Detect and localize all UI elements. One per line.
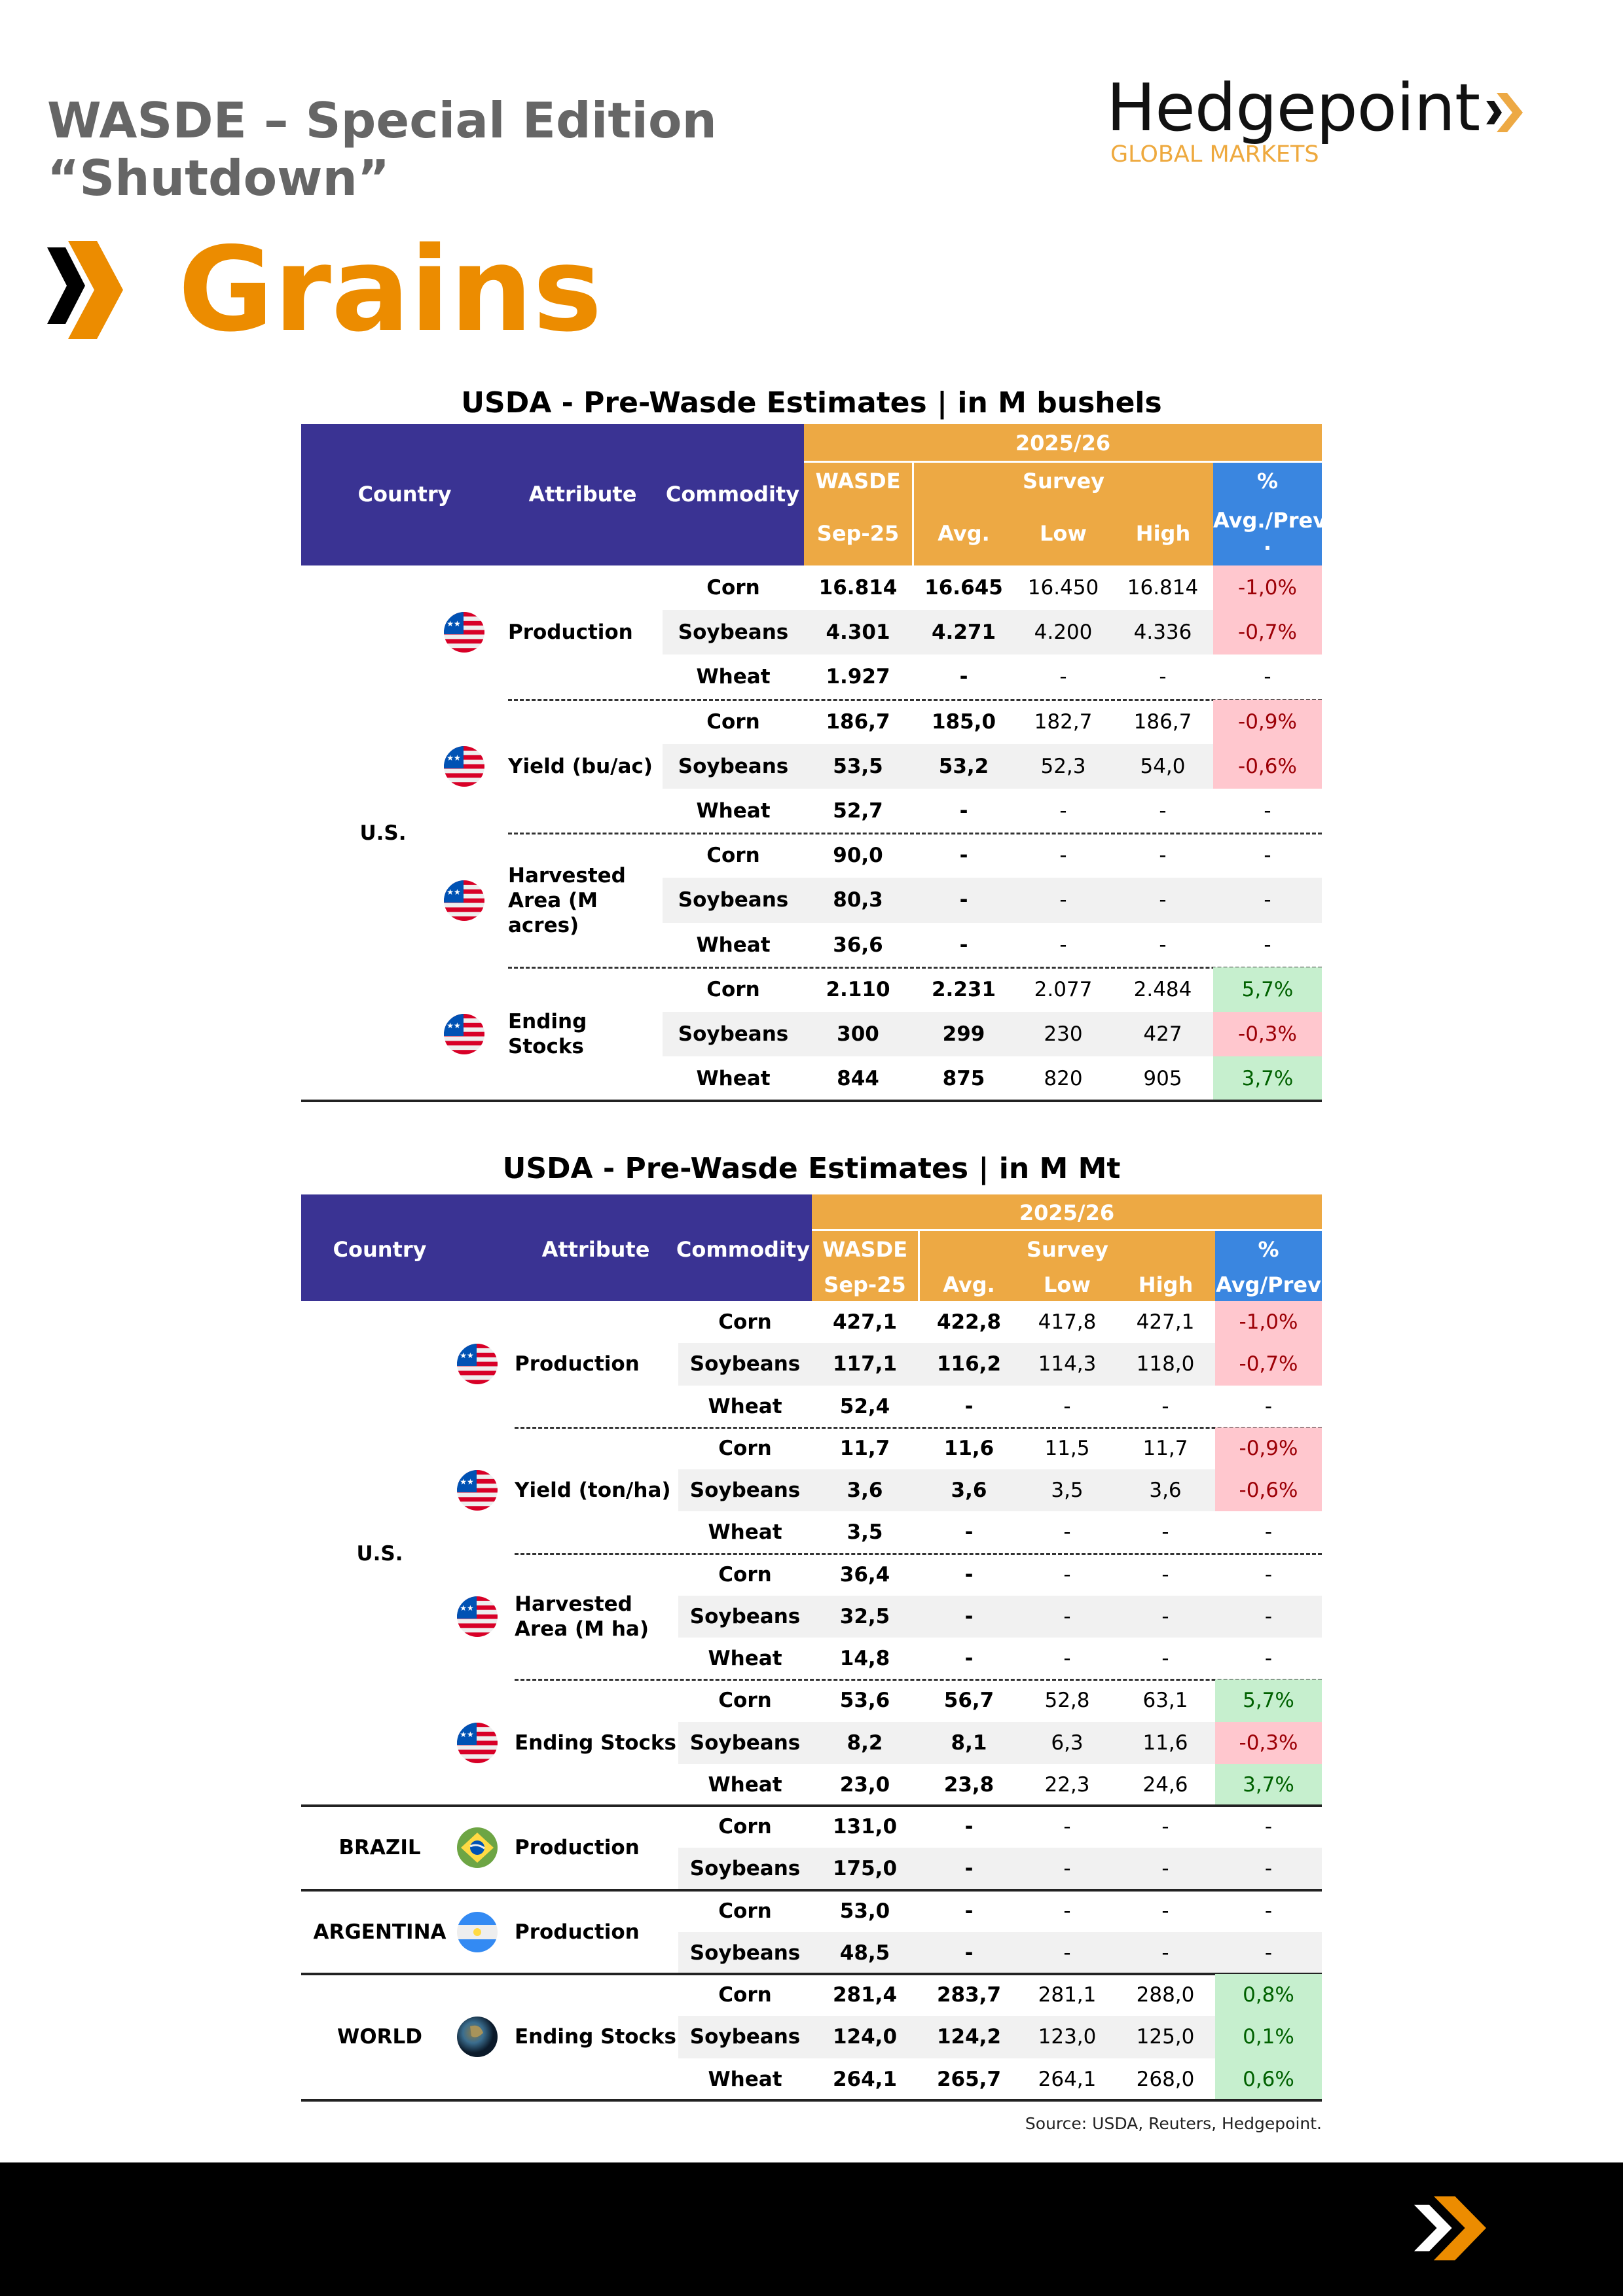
commodity-cell: Corn bbox=[718, 1983, 772, 2007]
low-cell: 22,3 bbox=[1044, 1772, 1090, 1797]
low-cell: 230 bbox=[1044, 1022, 1083, 1047]
attribute-label: Harvested Area (M ha) bbox=[515, 1592, 649, 1641]
us-flag-icon bbox=[457, 1723, 498, 1763]
avg-cell: 283,7 bbox=[936, 1983, 1002, 2007]
high-cell: - bbox=[1161, 1941, 1169, 1965]
high-cell: - bbox=[1159, 888, 1167, 912]
commodity-cell: Soybeans bbox=[689, 2025, 801, 2049]
low-cell: 820 bbox=[1044, 1067, 1083, 1091]
low-cell: 52,8 bbox=[1044, 1689, 1090, 1713]
wasde-cell: 32,5 bbox=[839, 1604, 890, 1628]
us-flag-icon bbox=[457, 1470, 498, 1511]
svg-text:★★: ★★ bbox=[460, 1603, 474, 1613]
table2-title: USDA - Pre-Wasde Estimates | in M Mt bbox=[502, 1152, 1121, 1185]
wasde-cell: 90,0 bbox=[833, 844, 883, 868]
attribute-label: Production bbox=[508, 620, 633, 645]
high-cell: 16.814 bbox=[1127, 576, 1199, 600]
high-cell: - bbox=[1161, 1562, 1169, 1587]
svg-text:★★: ★★ bbox=[460, 1729, 474, 1739]
attribute-label: Production bbox=[515, 1920, 640, 1944]
us-flag-icon bbox=[444, 880, 484, 921]
wasde-cell: 4.301 bbox=[826, 620, 890, 645]
table-row bbox=[301, 655, 1322, 699]
avg-cell: - bbox=[959, 844, 968, 868]
low-cell: - bbox=[1059, 844, 1067, 868]
double-chevron-icon bbox=[47, 241, 157, 339]
table-row bbox=[301, 2058, 1322, 2100]
pct-cell: - bbox=[1264, 1857, 1273, 1881]
high-cell: - bbox=[1161, 1647, 1169, 1671]
t1-h-high: High bbox=[1135, 521, 1191, 546]
pct-cell: 0,1% bbox=[1215, 2016, 1322, 2058]
section-divider bbox=[301, 1100, 1322, 1102]
low-cell: 281,1 bbox=[1038, 1983, 1097, 2007]
low-cell: 2.077 bbox=[1034, 977, 1093, 1001]
attribute-label: Yield (bu/ac) bbox=[508, 754, 653, 778]
low-cell: - bbox=[1063, 1562, 1071, 1587]
wasde-cell: 124,0 bbox=[832, 2025, 898, 2049]
wasde-cell: 1.927 bbox=[826, 665, 890, 689]
high-cell: 427 bbox=[1143, 1022, 1182, 1047]
country-label: WORLD bbox=[337, 2025, 422, 2049]
country-label: U.S. bbox=[356, 1541, 403, 1566]
table-row bbox=[301, 967, 1322, 1012]
wasde-cell: 281,4 bbox=[832, 1983, 898, 2007]
commodity-cell: Corn bbox=[706, 844, 760, 868]
avg-cell: 4.271 bbox=[931, 620, 996, 645]
low-cell: 11,5 bbox=[1044, 1436, 1090, 1460]
high-cell: - bbox=[1161, 1520, 1169, 1545]
pct-cell: -1,0% bbox=[1213, 565, 1322, 610]
table-row bbox=[301, 1386, 1322, 1427]
commodity-cell: Corn bbox=[706, 977, 760, 1001]
commodity-cell: Corn bbox=[706, 709, 760, 734]
pct-cell: - bbox=[1264, 844, 1271, 868]
low-cell: - bbox=[1059, 665, 1067, 689]
t1-h-country: Country bbox=[357, 482, 452, 507]
high-cell: - bbox=[1161, 1815, 1169, 1839]
wasde-cell: 36,4 bbox=[839, 1562, 890, 1587]
br-flag-icon bbox=[457, 1827, 498, 1868]
wasde-cell: 16.814 bbox=[818, 576, 898, 600]
wasde-cell: 14,8 bbox=[839, 1647, 890, 1671]
high-cell: - bbox=[1161, 1857, 1169, 1881]
low-cell: 3,5 bbox=[1051, 1479, 1084, 1503]
avg-cell: - bbox=[959, 665, 968, 689]
commodity-cell: Wheat bbox=[708, 1647, 782, 1671]
high-cell: - bbox=[1161, 1604, 1169, 1628]
svg-text:★★: ★★ bbox=[460, 1351, 474, 1361]
avg-cell: 8,1 bbox=[951, 1731, 987, 1755]
wasde-cell: 53,5 bbox=[833, 754, 883, 778]
attribute-label: Harvested Area (M acres) bbox=[508, 863, 626, 937]
table-row bbox=[301, 1722, 1322, 1764]
high-cell: - bbox=[1159, 665, 1167, 689]
t2-h-avg: Avg. bbox=[943, 1272, 995, 1297]
table-row bbox=[301, 923, 1322, 967]
wasde-cell: 48,5 bbox=[839, 1941, 890, 1965]
high-cell: - bbox=[1159, 799, 1167, 823]
low-cell: - bbox=[1063, 1899, 1071, 1923]
low-cell: - bbox=[1063, 1604, 1071, 1628]
wasde-cell: 300 bbox=[837, 1022, 879, 1047]
pct-cell: -0,7% bbox=[1215, 1343, 1322, 1385]
pct-cell: -0,6% bbox=[1213, 744, 1322, 789]
t2-h-year: 2025/26 bbox=[1019, 1200, 1115, 1225]
pct-cell: -0,3% bbox=[1215, 1722, 1322, 1764]
high-cell: 11,6 bbox=[1142, 1731, 1188, 1755]
svg-text:★★: ★★ bbox=[447, 619, 461, 629]
world-flag-icon bbox=[457, 2017, 498, 2057]
wasde-cell: 186,7 bbox=[826, 709, 890, 734]
country-label: U.S. bbox=[359, 821, 407, 846]
wasde-cell: 844 bbox=[837, 1067, 879, 1091]
report-title-line2: “Shutdown” bbox=[47, 149, 390, 207]
avg-cell: 3,6 bbox=[951, 1479, 987, 1503]
table-row bbox=[301, 1974, 1322, 2016]
pct-cell: - bbox=[1264, 1562, 1273, 1587]
us-flag-icon bbox=[444, 1014, 484, 1054]
commodity-cell: Soybeans bbox=[689, 1352, 801, 1376]
country-label: ARGENTINA bbox=[313, 1920, 447, 1944]
t1-h-wasde: WASDE bbox=[815, 469, 901, 493]
pct-cell: - bbox=[1264, 1394, 1273, 1418]
pct-cell: -0,9% bbox=[1215, 1427, 1322, 1469]
avg-cell: 299 bbox=[942, 1022, 985, 1047]
attribute-label: Ending Stocks bbox=[515, 2025, 677, 2049]
pct-cell: -0,7% bbox=[1213, 610, 1322, 655]
commodity-cell: Wheat bbox=[696, 665, 771, 689]
attribute-label: Production bbox=[515, 1836, 640, 1860]
t1-h-commodity: Commodity bbox=[665, 482, 800, 507]
wasde-cell: 53,0 bbox=[839, 1899, 890, 1923]
wasde-cell: 80,3 bbox=[833, 888, 883, 912]
avg-cell: 23,8 bbox=[943, 1772, 994, 1797]
high-cell: 186,7 bbox=[1133, 709, 1192, 734]
commodity-cell: Soybeans bbox=[678, 888, 789, 912]
commodity-cell: Wheat bbox=[708, 1394, 782, 1418]
low-cell: 114,3 bbox=[1038, 1352, 1097, 1376]
wasde-cell: 36,6 bbox=[833, 933, 883, 957]
avg-cell: 265,7 bbox=[936, 2067, 1002, 2091]
high-cell: - bbox=[1159, 933, 1167, 957]
hedgepoint-logo bbox=[1106, 69, 1524, 168]
high-cell: 2.484 bbox=[1133, 977, 1192, 1001]
report-title-line1: WASDE – Special Edition bbox=[47, 92, 717, 149]
t2-h-high: High bbox=[1138, 1272, 1194, 1297]
report-title bbox=[47, 92, 717, 207]
commodity-cell: Corn bbox=[718, 1562, 772, 1587]
table1-title: USDA - Pre-Wasde Estimates | in M bushels bbox=[461, 386, 1162, 420]
table-row bbox=[301, 1764, 1322, 1806]
high-cell: 288,0 bbox=[1136, 1983, 1195, 2007]
low-cell: 264,1 bbox=[1038, 2067, 1097, 2091]
low-cell: - bbox=[1063, 1647, 1071, 1671]
wasde-cell: 2.110 bbox=[826, 977, 890, 1001]
wasde-cell: 8,2 bbox=[847, 1731, 883, 1755]
pct-cell: - bbox=[1264, 1941, 1273, 1965]
avg-cell: - bbox=[964, 1604, 974, 1628]
ar-flag-icon bbox=[457, 1912, 498, 1952]
commodity-cell: Wheat bbox=[708, 1772, 782, 1797]
low-cell: - bbox=[1063, 1857, 1071, 1881]
avg-cell: - bbox=[964, 1394, 974, 1418]
attribute-label: Yield (ton/ha) bbox=[515, 1479, 671, 1503]
avg-cell: - bbox=[964, 1520, 974, 1545]
t1-h-attribute: Attribute bbox=[528, 482, 637, 507]
attribute-label: Production bbox=[515, 1352, 640, 1376]
low-cell: 4.200 bbox=[1034, 620, 1093, 645]
t1-h-pct2: Avg./Prev bbox=[1213, 508, 1327, 533]
t2-h-low: Low bbox=[1044, 1272, 1091, 1297]
t1-h-survey: Survey bbox=[1022, 469, 1105, 493]
logo-chevron-icon bbox=[1484, 93, 1524, 132]
commodity-cell: Wheat bbox=[708, 1520, 782, 1545]
wasde-cell: 427,1 bbox=[832, 1310, 898, 1335]
avg-cell: 16.645 bbox=[924, 576, 1003, 600]
commodity-cell: Wheat bbox=[696, 799, 771, 823]
pct-cell: 0,6% bbox=[1215, 2058, 1322, 2100]
svg-text:★★: ★★ bbox=[460, 1477, 474, 1487]
avg-cell: - bbox=[964, 1562, 974, 1587]
pct-cell: 5,7% bbox=[1213, 967, 1322, 1012]
attribute-label: Ending Stocks bbox=[508, 1010, 587, 1059]
logo-name: Hedgepoint bbox=[1106, 69, 1480, 146]
t2-h-wasde: WASDE bbox=[822, 1237, 908, 1262]
pct-cell: - bbox=[1264, 799, 1271, 823]
pct-cell: - bbox=[1264, 1647, 1273, 1671]
svg-text:★★: ★★ bbox=[447, 753, 461, 762]
commodity-cell: Corn bbox=[718, 1310, 772, 1335]
t2-h-pct2: Avg/Prev bbox=[1216, 1272, 1321, 1297]
pct-cell: - bbox=[1264, 1520, 1273, 1545]
t1-h-pct3: . bbox=[1263, 530, 1272, 555]
low-cell: 16.450 bbox=[1027, 576, 1099, 600]
t2-h-sep: Sep-25 bbox=[824, 1272, 906, 1297]
footer-bar bbox=[0, 2162, 1623, 2296]
avg-cell: 116,2 bbox=[936, 1352, 1002, 1376]
table-row bbox=[301, 1638, 1322, 1679]
avg-cell: 185,0 bbox=[931, 709, 996, 734]
t2-h-commodity: Commodity bbox=[676, 1237, 811, 1262]
footer-chevron-icon bbox=[1414, 2187, 1486, 2270]
low-cell: - bbox=[1059, 933, 1067, 957]
avg-cell: - bbox=[964, 1647, 974, 1671]
high-cell: - bbox=[1161, 1899, 1169, 1923]
avg-cell: - bbox=[964, 1857, 974, 1881]
avg-cell: 875 bbox=[942, 1067, 985, 1091]
commodity-cell: Soybeans bbox=[678, 754, 789, 778]
commodity-cell: Soybeans bbox=[678, 620, 789, 645]
low-cell: - bbox=[1059, 799, 1067, 823]
t2-h-survey: Survey bbox=[1026, 1237, 1109, 1262]
us-flag-icon bbox=[457, 1596, 498, 1637]
avg-cell: - bbox=[964, 1899, 974, 1923]
commodity-cell: Soybeans bbox=[689, 1941, 801, 1965]
pct-cell: 5,7% bbox=[1215, 1679, 1322, 1721]
low-cell: 182,7 bbox=[1034, 709, 1093, 734]
low-cell: - bbox=[1063, 1941, 1071, 1965]
avg-cell: - bbox=[959, 799, 968, 823]
commodity-cell: Corn bbox=[706, 576, 760, 600]
pct-cell: -1,0% bbox=[1215, 1301, 1322, 1343]
table-row bbox=[301, 1469, 1322, 1511]
high-cell: 125,0 bbox=[1136, 2025, 1195, 2049]
table-row bbox=[301, 1301, 1322, 1343]
section-title: Grains bbox=[178, 222, 602, 357]
high-cell: - bbox=[1161, 1394, 1169, 1418]
low-cell: 417,8 bbox=[1038, 1310, 1097, 1335]
wasde-cell: 175,0 bbox=[832, 1857, 898, 1881]
us-flag-icon bbox=[444, 746, 484, 787]
pct-cell: 3,7% bbox=[1215, 1764, 1322, 1806]
table-row bbox=[301, 1679, 1322, 1721]
table-row bbox=[301, 1056, 1322, 1101]
high-cell: 4.336 bbox=[1133, 620, 1192, 645]
pct-cell: -0,6% bbox=[1215, 1469, 1322, 1511]
low-cell: 52,3 bbox=[1040, 754, 1086, 778]
commodity-cell: Soybeans bbox=[689, 1479, 801, 1503]
pct-cell: - bbox=[1264, 888, 1271, 912]
high-cell: 427,1 bbox=[1136, 1310, 1195, 1335]
high-cell: 24,6 bbox=[1142, 1772, 1188, 1797]
low-cell: - bbox=[1059, 888, 1067, 912]
avg-cell: 2.231 bbox=[931, 977, 996, 1001]
high-cell: 11,7 bbox=[1142, 1436, 1188, 1460]
pct-cell: - bbox=[1264, 1815, 1273, 1839]
table-row bbox=[301, 1343, 1322, 1385]
wasde-cell: 23,0 bbox=[839, 1772, 890, 1797]
wasde-cell: 264,1 bbox=[832, 2067, 898, 2091]
logo-subtitle: GLOBAL MARKETS bbox=[1110, 141, 1319, 168]
pct-cell: - bbox=[1264, 1604, 1273, 1628]
pct-cell: - bbox=[1264, 665, 1271, 689]
wasde-cell: 53,6 bbox=[839, 1689, 890, 1713]
t1-h-sep: Sep-25 bbox=[816, 521, 900, 546]
section-divider bbox=[301, 2099, 1322, 2102]
pct-cell: - bbox=[1264, 933, 1271, 957]
avg-cell: 53,2 bbox=[938, 754, 989, 778]
svg-text:★★: ★★ bbox=[447, 887, 461, 897]
low-cell: - bbox=[1063, 1394, 1071, 1418]
high-cell: 118,0 bbox=[1136, 1352, 1195, 1376]
t2-h-pct: % bbox=[1258, 1237, 1279, 1262]
attribute-label: Ending Stocks bbox=[515, 1731, 677, 1755]
commodity-cell: Soybeans bbox=[689, 1604, 801, 1628]
us-flag-icon bbox=[444, 612, 484, 653]
pct-cell: 0,8% bbox=[1215, 1974, 1322, 2016]
avg-cell: - bbox=[959, 888, 968, 912]
low-cell: 6,3 bbox=[1051, 1731, 1084, 1755]
wasde-cell: 3,6 bbox=[847, 1479, 883, 1503]
table-row bbox=[301, 1427, 1322, 1469]
t1-h-avg: Avg. bbox=[938, 521, 990, 546]
t1-h-year: 2025/26 bbox=[1015, 431, 1111, 456]
commodity-cell: Wheat bbox=[708, 2067, 782, 2091]
avg-cell: - bbox=[964, 1941, 974, 1965]
source-note: Source: USDA, Reuters, Hedgepoint. bbox=[1025, 2114, 1322, 2133]
pct-cell: 3,7% bbox=[1213, 1056, 1322, 1101]
t2-h-country: Country bbox=[333, 1237, 427, 1262]
commodity-cell: Soybeans bbox=[678, 1022, 789, 1047]
commodity-cell: Soybeans bbox=[689, 1731, 801, 1755]
commodity-cell: Corn bbox=[718, 1689, 772, 1713]
wasde-cell: 52,4 bbox=[839, 1394, 890, 1418]
svg-text:★★: ★★ bbox=[447, 1021, 461, 1031]
wasde-cell: 117,1 bbox=[832, 1352, 898, 1376]
us-flag-icon bbox=[457, 1344, 498, 1384]
table-row bbox=[301, 565, 1322, 610]
commodity-cell: Corn bbox=[718, 1815, 772, 1839]
low-cell: 123,0 bbox=[1038, 2025, 1097, 2049]
avg-cell: 11,6 bbox=[943, 1436, 994, 1460]
wasde-cell: 11,7 bbox=[839, 1436, 890, 1460]
avg-cell: 422,8 bbox=[936, 1310, 1002, 1335]
t2-h-attribute: Attribute bbox=[541, 1237, 650, 1262]
t1-h-low: Low bbox=[1040, 521, 1087, 546]
avg-cell: - bbox=[959, 933, 968, 957]
high-cell: 905 bbox=[1143, 1067, 1182, 1091]
avg-cell: 124,2 bbox=[936, 2025, 1002, 2049]
low-cell: - bbox=[1063, 1815, 1071, 1839]
pct-cell: -0,9% bbox=[1213, 700, 1322, 744]
high-cell: 63,1 bbox=[1142, 1689, 1188, 1713]
high-cell: 54,0 bbox=[1140, 754, 1186, 778]
low-cell: - bbox=[1063, 1520, 1071, 1545]
avg-cell: 56,7 bbox=[943, 1689, 994, 1713]
avg-cell: - bbox=[964, 1815, 974, 1839]
high-cell: - bbox=[1159, 844, 1167, 868]
wasde-cell: 3,5 bbox=[847, 1520, 883, 1545]
wasde-cell: 52,7 bbox=[833, 799, 883, 823]
t1-h-pct: % bbox=[1256, 469, 1279, 493]
pct-cell: - bbox=[1264, 1899, 1273, 1923]
wasde-cell: 131,0 bbox=[832, 1815, 898, 1839]
table-row bbox=[301, 700, 1322, 744]
commodity-cell: Soybeans bbox=[689, 1857, 801, 1881]
high-cell: 268,0 bbox=[1136, 2067, 1195, 2091]
country-label: BRAZIL bbox=[338, 1836, 421, 1860]
commodity-cell: Wheat bbox=[696, 1067, 771, 1091]
commodity-cell: Corn bbox=[718, 1899, 772, 1923]
high-cell: 3,6 bbox=[1149, 1479, 1182, 1503]
commodity-cell: Wheat bbox=[696, 933, 771, 957]
pct-cell: -0,3% bbox=[1213, 1012, 1322, 1056]
commodity-cell: Corn bbox=[718, 1436, 772, 1460]
table-row bbox=[301, 1596, 1322, 1638]
